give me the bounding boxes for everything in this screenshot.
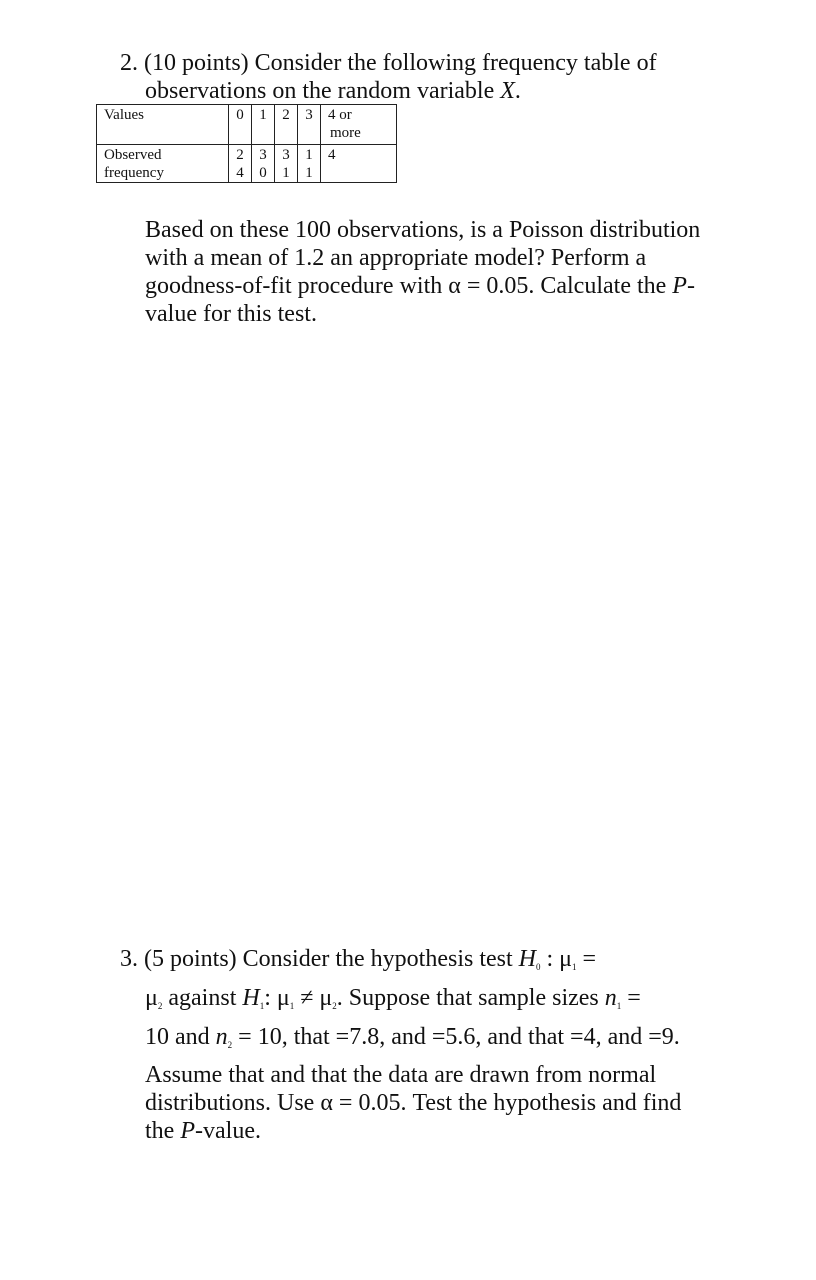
subscript: 1 <box>616 1001 622 1011</box>
text: 10 and <box>145 1024 216 1050</box>
text: the <box>145 1118 181 1144</box>
text: : μ <box>264 985 290 1011</box>
question-3-line-6 <box>120 1117 740 1145</box>
text: -value. <box>195 1118 261 1144</box>
hypothesis-h: H <box>518 946 536 972</box>
frequency-cell <box>252 145 275 183</box>
value-text: more <box>330 125 361 141</box>
frequency-cell <box>275 145 298 183</box>
subscript: 0 <box>536 962 541 972</box>
digit: 1 <box>305 165 313 181</box>
digit: 3 <box>259 147 267 163</box>
punctuation: . <box>514 78 521 104</box>
question-number: 2. <box>120 50 138 76</box>
digit: 1 <box>305 147 313 163</box>
text: = <box>621 985 641 1011</box>
text: . Suppose that sample sizes <box>336 985 605 1011</box>
frequency-table <box>96 104 397 183</box>
question-3-line-3 <box>120 1022 740 1061</box>
subscript: 1 <box>572 962 577 972</box>
question-2-line-1 <box>120 49 657 77</box>
text: - <box>686 273 695 299</box>
paragraph-line <box>145 272 745 300</box>
digit: 3 <box>282 147 290 163</box>
digit: 4 <box>236 165 244 181</box>
value-cell-last <box>321 105 397 145</box>
table-row-values <box>97 105 397 145</box>
variable-x: X <box>500 78 515 104</box>
text: against <box>162 985 243 1011</box>
value-cell: 1 <box>252 105 275 145</box>
question-3-line-4: Assume that and that the data are drawn from normal <box>145 1062 657 1088</box>
row-label-values: Values <box>97 105 229 145</box>
subscript: 1 <box>259 1001 265 1011</box>
subscript: 2 <box>332 1001 337 1011</box>
question-3-line-1 <box>120 944 740 983</box>
question-2-paragraph <box>145 216 745 328</box>
frequency-cell <box>298 145 321 183</box>
question-number: 3. <box>120 946 138 972</box>
question-3-line-2 <box>120 983 740 1022</box>
text: = 10, that =7.8, and =5.6, and that =4, and =9. <box>232 1024 680 1050</box>
value-cell: 2 <box>275 105 298 145</box>
digit: 1 <box>282 165 290 181</box>
label-text: Observed <box>104 147 162 163</box>
variable-n: n <box>604 985 617 1011</box>
value-cell: 3 <box>298 105 321 145</box>
question-3 <box>120 944 740 1145</box>
subscript: 1 <box>289 1001 295 1011</box>
question-2-line-2 <box>145 77 521 105</box>
value-text: 4 or <box>328 107 352 123</box>
digit: 0 <box>259 165 267 181</box>
variable-p: P <box>672 273 687 299</box>
text: goodness-of-fit procedure with α = 0.05. Calculate the <box>145 273 667 299</box>
digit: 2 <box>236 147 244 163</box>
text: : μ <box>540 946 573 972</box>
value-cell: 0 <box>229 105 252 145</box>
paragraph-line: Based on these 100 observations, is a Poisson distribution <box>145 217 701 243</box>
paragraph-line: value for this test. <box>145 301 317 327</box>
question-3-line-5: distributions. Use α = 0.05. Test the hypothesis and find <box>145 1090 682 1116</box>
frequency-cell <box>229 145 252 183</box>
variable-p: P <box>180 1118 195 1144</box>
variable-n: n <box>215 1024 228 1050</box>
text: ≠ μ <box>294 985 333 1011</box>
paragraph-line: with a mean of 1.2 an appropriate model? Perform a <box>145 245 647 271</box>
subscript: 2 <box>157 1001 163 1011</box>
question-points: (10 points) <box>144 50 249 76</box>
label-text: frequency <box>104 165 164 181</box>
hypothesis-h: H <box>242 985 260 1011</box>
text: Consider the hypothesis test <box>242 946 513 972</box>
row-label-frequency <box>97 145 229 183</box>
text: = <box>576 946 597 972</box>
subscript: 2 <box>227 1040 233 1050</box>
question-points: (5 points) <box>144 946 237 972</box>
question-text: Consider the following frequency table of <box>254 50 657 76</box>
question-text: observations on the random variable <box>145 78 495 104</box>
frequency-cell-last: 4 <box>321 145 397 183</box>
table-row-frequency <box>97 145 397 183</box>
text: μ <box>145 985 158 1011</box>
